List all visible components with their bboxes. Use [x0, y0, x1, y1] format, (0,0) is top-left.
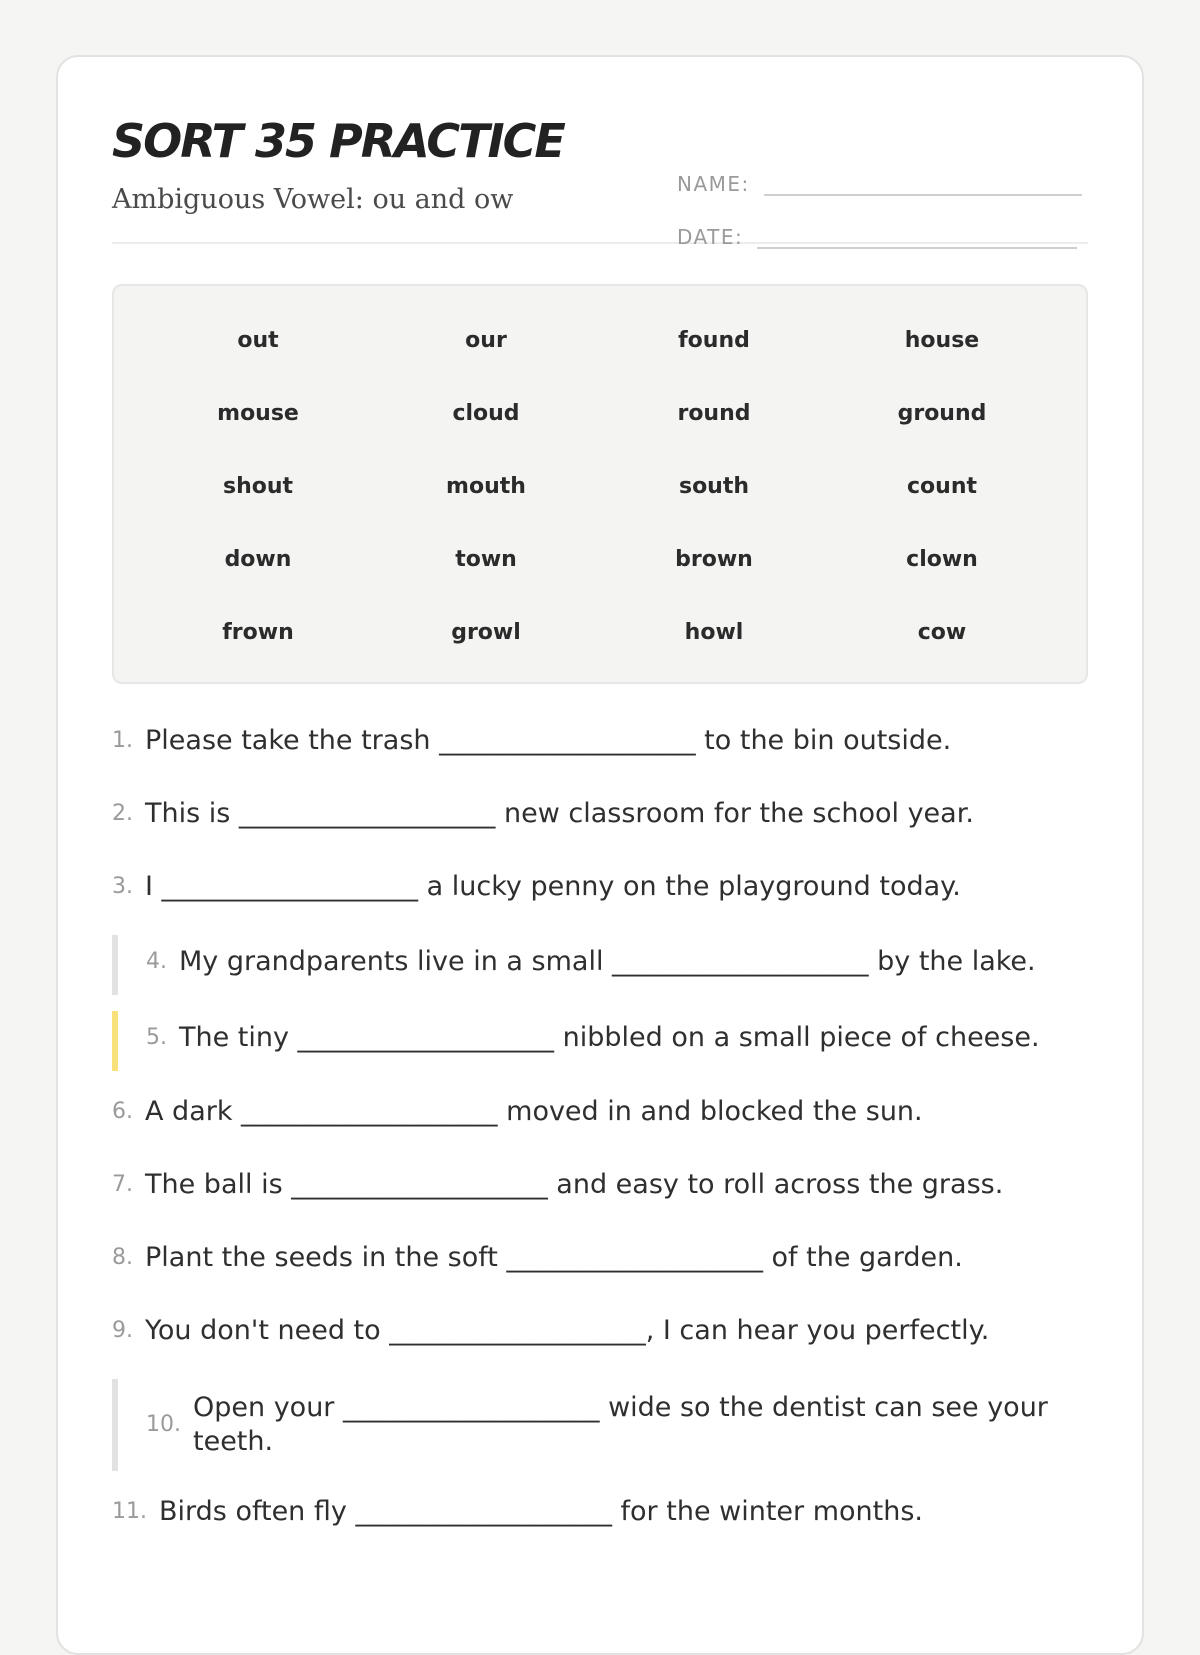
word-bank-item: clown	[906, 547, 978, 572]
sentence-number: 9.	[112, 1318, 133, 1343]
word-bank-item: our	[465, 328, 507, 353]
date-row	[677, 225, 1077, 249]
sentence-text: I ___________________ a lucky penny on the playground today.	[145, 871, 961, 902]
sentence-text: The ball is ___________________ and easy to roll across the grass.	[145, 1169, 1004, 1200]
word-bank-item: shout	[222, 474, 294, 499]
sentence-text: Please take the trash ___________________ to the bin outside.	[145, 725, 952, 756]
sentence-number: 3.	[112, 874, 133, 899]
sentence-text: You don't need to ___________________, I can hear you perfectly.	[145, 1315, 990, 1346]
word-bank-item: brown	[675, 547, 753, 572]
word-bank-item: count	[907, 474, 977, 499]
sentence-item[interactable]	[112, 797, 1088, 870]
sentence-number: 2.	[112, 801, 133, 826]
sentence-item-selected[interactable]	[112, 1011, 1088, 1071]
sentence-item[interactable]	[112, 1495, 1088, 1568]
word-bank-item: town	[455, 547, 517, 572]
word-bank-item: round	[677, 401, 751, 426]
word-bank-item: mouth	[446, 474, 526, 499]
sentence-number: 10.	[146, 1412, 181, 1437]
worksheet	[56, 55, 1144, 1655]
word-grid	[114, 304, 1086, 669]
word-bank-item: down	[224, 547, 292, 572]
sentence-text: Plant the seeds in the soft ___________________ of the garden.	[145, 1242, 963, 1273]
sentence-list	[112, 724, 1088, 1568]
word-bank-item: found	[678, 328, 750, 353]
word-bank-item: cow	[917, 620, 967, 645]
name-line[interactable]	[764, 193, 1082, 196]
sentence-number: 7.	[112, 1172, 133, 1197]
sentence-text: This is ___________________ new classroom for the school year.	[145, 798, 974, 829]
sentence-text: Open your ___________________ wide so the dentist can see your teeth.	[193, 1392, 1048, 1457]
word-bank-item: howl	[684, 620, 744, 645]
sentence-item[interactable]	[112, 724, 1088, 797]
date-line[interactable]	[757, 246, 1077, 249]
word-bank-item: ground	[897, 401, 987, 426]
sentence-text: My grandparents live in a small ___________________ by the lake.	[179, 946, 1036, 977]
page-subtitle: Ambiguous Vowel: ou and ow	[112, 184, 514, 215]
sentence-item[interactable]	[112, 1168, 1088, 1241]
sentence-item[interactable]	[112, 1095, 1088, 1168]
word-bank-item: out	[237, 328, 279, 353]
word-bank-item: south	[678, 474, 750, 499]
word-bank	[112, 284, 1088, 684]
sentence-number: 8.	[112, 1245, 133, 1270]
sentence-number: 4.	[146, 949, 167, 974]
worksheet-header	[112, 112, 1088, 249]
word-bank-item: frown	[222, 620, 294, 645]
sentence-item-hovered[interactable]	[112, 1379, 1088, 1471]
sentence-number: 5.	[146, 1025, 167, 1050]
sentence-item-hovered[interactable]	[112, 935, 1088, 995]
sentence-item[interactable]	[112, 1241, 1088, 1314]
sentence-text: Birds often fly ___________________ for the winter months.	[159, 1496, 923, 1527]
word-bank-item: growl	[451, 620, 521, 645]
sentence-number: 6.	[112, 1099, 133, 1124]
name-row	[677, 172, 1082, 196]
sentence-number: 1.	[112, 728, 133, 753]
sentence-text: The tiny ___________________ nibbled on a small piece of cheese.	[179, 1022, 1040, 1053]
word-bank-item: cloud	[452, 401, 520, 426]
sentence-item[interactable]	[112, 870, 1088, 943]
word-bank-item: house	[904, 328, 980, 353]
sentence-item[interactable]	[112, 1314, 1088, 1387]
word-bank-item: mouse	[217, 401, 299, 426]
page-title: SORT 35 PRACTICE	[112, 114, 564, 168]
name-label: NAME:	[677, 172, 750, 196]
date-label: DATE:	[677, 225, 744, 249]
sentence-number: 11.	[112, 1499, 147, 1524]
sentence-text: A dark ___________________ moved in and blocked the sun.	[145, 1096, 923, 1127]
